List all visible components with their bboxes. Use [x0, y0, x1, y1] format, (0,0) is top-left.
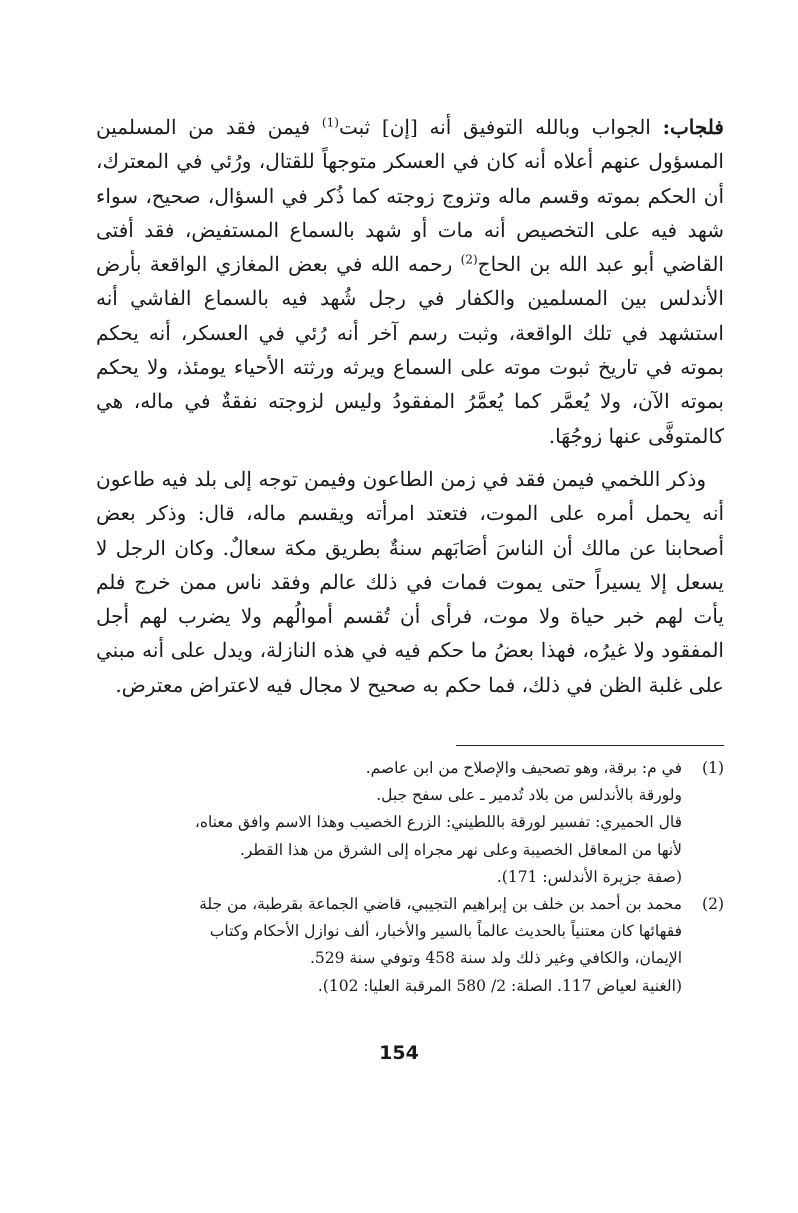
paragraph-text: رحمه الله في بعض المغازي الواقعة بأرض الأندلس بين المسلمين والكفار في رجل شُهد فيه بالسماع الفاشي أنه استشهد في تلك الواقعة، وثبت رسم آخر أنه رُئي في العسكر، أنه يحكم بموته في تاريخ ثبوت موته على السماع ويرثه ورثته الأحياء يومئذ، ولا يحكم بموته الآن، ولا يُعمَّر كما يُعمَّرُ المفقودُ وليس لزوجته نفقةٌ في ماله، هي كالمتوفَّى عنها زوجُهَا.: [96, 252, 724, 448]
footnote-2: [96, 891, 724, 1000]
footnote-separator: [456, 745, 724, 746]
footnote-line: (الغنية لعياض 117. الصلة: 2/ 580 المرقبة العليا: 102).: [317, 976, 682, 995]
footnote-body: [96, 755, 682, 891]
main-text: [96, 110, 724, 702]
paragraph-answer: [96, 110, 724, 453]
footnote-number: (1): [702, 759, 724, 777]
paragraph-lakhmi: وذكر اللخمي فيمن فقد في زمن الطاعون وفيمن توجه إلى بلد فيه طاعون أنه يحمل أمره على الموت، فتعتد امرأته ويقسم ماله، قال: وذكر بعض أصحابنا عن مالك أن الناسَ أصَابَهم سنةٌ بطريق مكة سعالٌ. وكان الرجل لا يسعل إلا يسيراً حتى يموت فمات في ذلك عالم وفقد ناس ممن خرج فلم يأت لهم خبر حياة ولا موت، فرأى أن تُقسم أموالُهم ولا يضرب لهم أجل المفقود ولا غيرُه، فهذا بعضُ ما حكم فيه في هذه النازلة، ويدل على أنه مبني على غلبة الظن في ذلك، فما حكم به صحيح لا مجال فيه لاعتراض معترض.: [96, 466, 724, 697]
footnote-line: ولورقة بالأندلس من بلاد تُدمير ـ على سفح جبل.: [376, 786, 682, 805]
footnote-line: قال الحميري: تفسير لورقة باللطيني: الزرع الخصيب وهذا الاسم وافق معناه،: [194, 813, 682, 832]
footnote-line: الإيمان، والكافي وغير ذلك ولد سنة 458 وتوفي سنة 529.: [309, 949, 682, 968]
footnote-line: فقهائها كان معتنياً بالحديث عالماً بالسير والأخبار، ألف نوازل الأحكام وكتاب: [209, 922, 682, 941]
page-number: 154: [379, 1042, 419, 1064]
footnotes: [96, 755, 724, 1000]
footnote-body: [96, 891, 682, 1000]
paragraph-text: فيمن فقد من المسلمين المسؤول عنهم أعلاه أنه كان في العسكر متوجهاً للقتال، ورُئي في المعترك، أن الحكم بموته وقسم ماله وتزوج زوجته كما ذُكر في السؤال، صحيح، سواء شهد فيه على التخصيص أنه مات أو شهد بالسماع المستفيض، فقد أفتى القاضي أبو عبد الله بن الحاج: [96, 115, 724, 277]
footnote-reference: (1): [321, 115, 339, 130]
footnote-line: في م: برقة، وهو تصحيف والإصلاح من ابن عاصم.: [365, 759, 682, 777]
answer-lead-word: فلجاب:: [662, 115, 724, 139]
footnote-number: (2): [702, 895, 724, 914]
footnote-line: لأنها من المعاقل الخصيبة وعلى نهر مجراه إلى الشرق من هذا القطر.: [239, 840, 682, 859]
paragraph-text: الجواب وبالله التوفيق أنه [إن] ثبت: [338, 115, 663, 139]
footnote-line: (صفة جزيرة الأندلس: 171).: [496, 867, 682, 886]
footnote-1: [96, 755, 724, 891]
footnote-reference: (2): [460, 252, 478, 267]
footnote-line: محمد بن أحمد بن خلف بن إبراهيم التجيبي، قاضي الجماعة بقرطبة، من جلة: [199, 895, 682, 914]
